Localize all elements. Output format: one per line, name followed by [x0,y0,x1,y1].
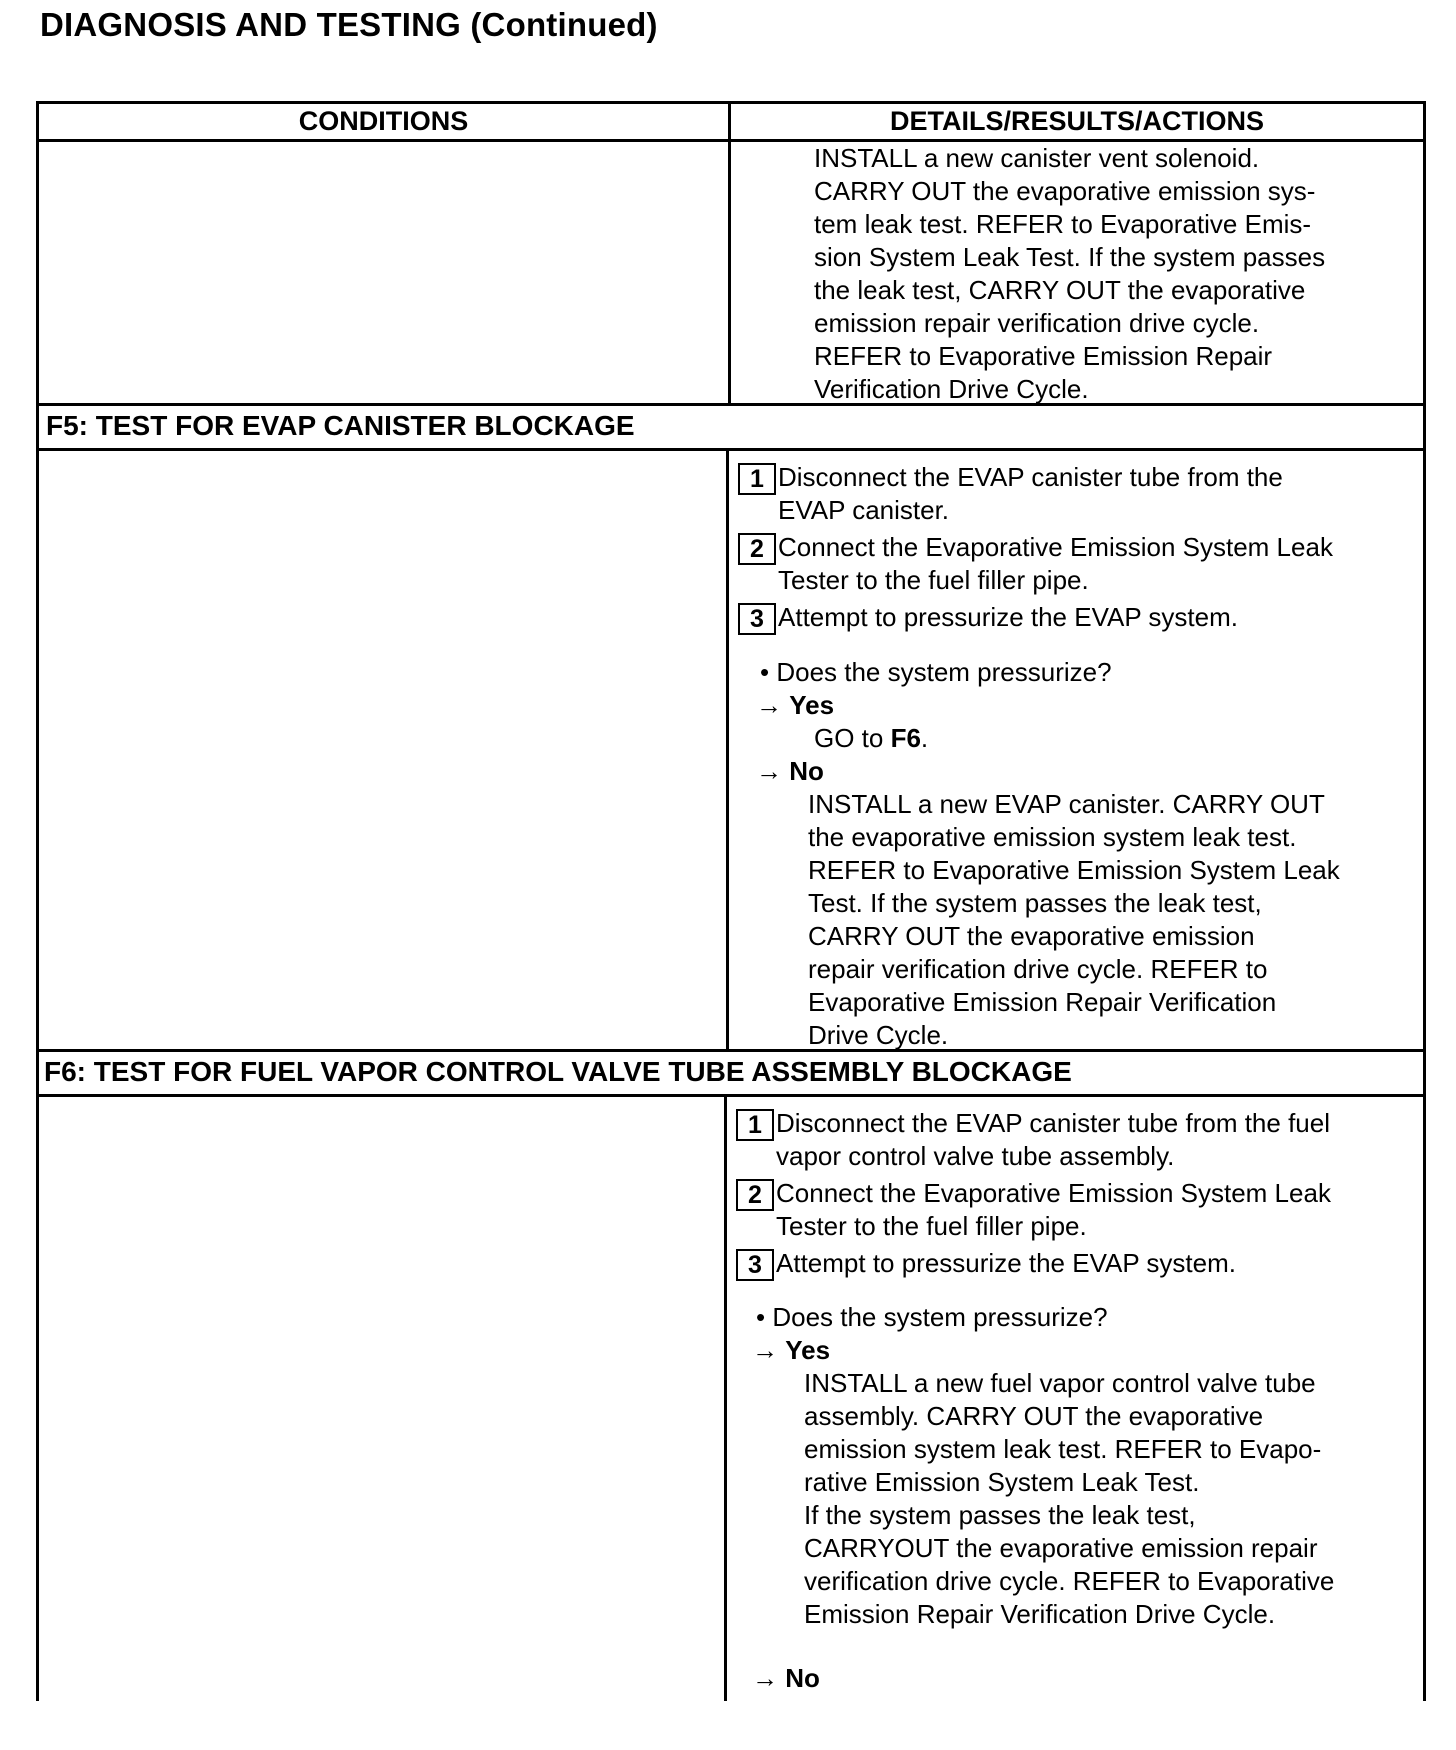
table-left-border [36,101,39,1701]
no-label: No [785,1663,820,1693]
step-item [738,531,1418,597]
text-line: CARRY OUT the evaporative emission sys- [814,176,1316,206]
diagnosis-table [36,101,1426,1701]
step-text: Connect the Evaporative Emission System Leak Tester to the fuel filler pipe. [778,532,1333,595]
f5-question-block [756,656,1426,1052]
step-item [738,461,1418,527]
yes-branch [752,1334,1422,1367]
section-f5-bottom-border [36,448,1426,451]
no-branch [752,1662,1422,1695]
step-number-box: 3 [738,603,776,635]
no-label: No [789,756,824,786]
question-text: • Does the system pressurize? [756,1302,1108,1332]
step-text: Attempt to pressurize the EVAP system. [778,602,1239,632]
arrow-icon: → [752,1335,778,1365]
step-number-box: 3 [736,1249,774,1281]
text-line: the leak test, CARRY OUT the evaporative [814,275,1306,305]
text-line: sion System Leak Test. If the system passes [814,242,1326,272]
f6-question-block [752,1301,1422,1695]
f5-steps [738,461,1418,639]
section-heading-f6: F6: TEST FOR FUEL VAPOR CONTROL VALVE TUBE ASSEMBLY BLOCKAGE [44,1056,1072,1087]
yes-action: INSTALL a new fuel vapor control valve tube assembly. CARRY OUT the evaporative emission system leak test. REFER to Evapo- rative Emission System Leak Test. If the system passes the leak test, CARRYOUT the evaporative emission repair verification drive cycle. REFER to Evaporative Emission Repair Verification Drive Cycle. [804,1368,1335,1629]
page-title: DIAGNOSIS AND TESTING (Continued) [40,6,658,43]
f6-steps [736,1107,1416,1285]
arrow-icon: → [756,756,782,786]
arrow-icon: → [756,690,782,720]
section-heading-f5: F5: TEST FOR EVAP CANISTER BLOCKAGE [46,410,635,441]
text-line: Verification Drive Cycle. [814,374,1089,404]
column-divider-top [728,101,731,405]
header-details: DETAILS/RESULTS/ACTIONS [889,106,1264,136]
arrow-icon: → [752,1663,778,1693]
step-number-box: 2 [738,533,776,565]
column-divider-f6 [724,1094,727,1701]
yes-action: GO to F6. [814,723,929,753]
text-line: tem leak test. REFER to Evaporative Emis- [814,209,1312,239]
step-item [736,1247,1416,1281]
yes-branch [756,689,1426,722]
header-conditions: CONDITIONS [298,106,469,136]
yes-label: Yes [785,1335,831,1365]
section-f6-bottom-border [36,1094,1426,1097]
question-text: • Does the system pressurize? [760,657,1112,687]
text-line: REFER to Evaporative Emission Repair [814,341,1273,371]
text-line: INSTALL a new canister vent solenoid. [814,143,1260,173]
step-number-box: 2 [736,1179,774,1211]
step-text: Disconnect the EVAP canister tube from the EVAP canister. [778,462,1283,525]
step-item [736,1177,1416,1243]
text-line: emission repair verification drive cycle. [814,308,1260,338]
step-number-box: 1 [736,1109,774,1141]
step-item [736,1107,1416,1173]
column-divider-f5 [726,448,729,1051]
yes-label: Yes [789,690,835,720]
no-branch [756,755,1426,788]
no-action: INSTALL a new EVAP canister. CARRY OUT the evaporative emission system leak test. REFER to Evaporative Emission System Leak Test. If the system passes the leak test, CARRY OUT the evaporative emission repair verification drive cycle. REFER to Evaporative Emission Repair Verification Drive Cycle. [808,789,1340,1050]
top-continuation-text [814,142,1414,406]
step-text: Connect the Evaporative Emission System Leak Tester to the fuel filler pipe. [776,1178,1331,1241]
step-number-box: 1 [738,463,776,495]
step-text: Disconnect the EVAP canister tube from the fuel vapor control valve tube assembly. [776,1108,1330,1171]
step-text: Attempt to pressurize the EVAP system. [776,1248,1237,1278]
step-item [738,601,1418,635]
